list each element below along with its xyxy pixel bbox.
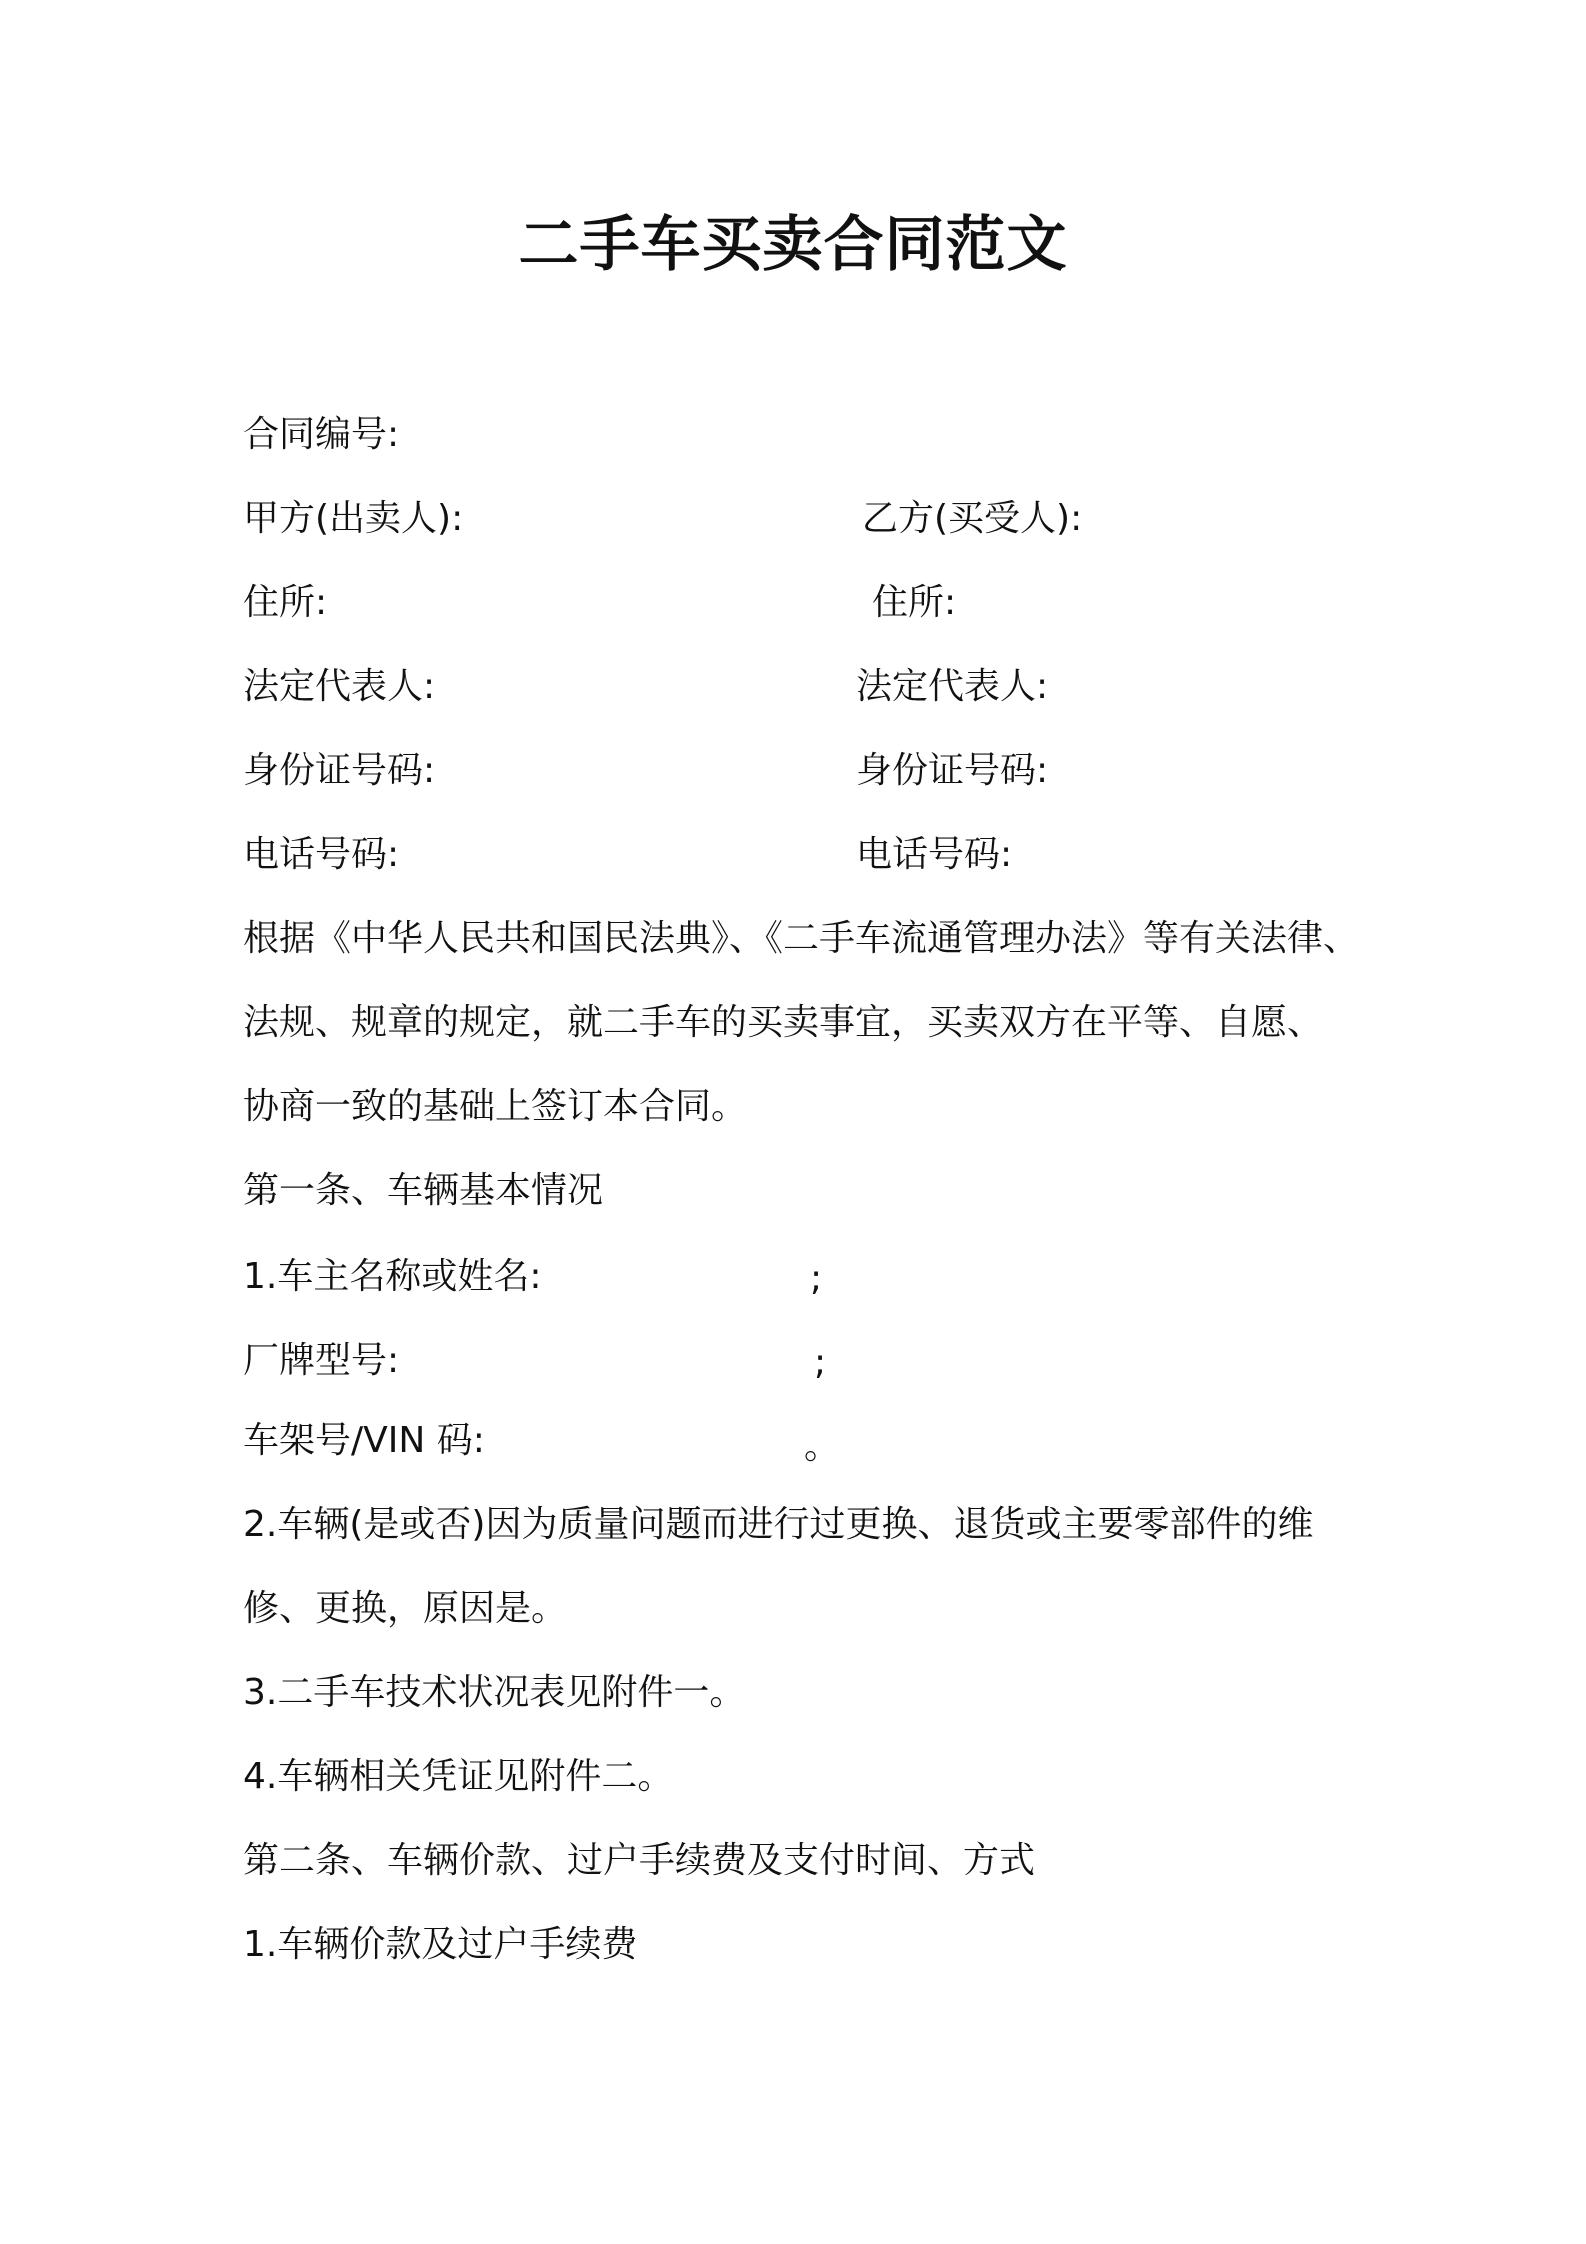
article-1-heading: 第一条、车辆基本情况	[243, 1170, 604, 1211]
party-a-phone-label: 电话号码:	[243, 834, 400, 875]
party-b-phone-label: 电话号码:	[856, 834, 1013, 875]
article-2-item-1: 1.车辆价款及过户手续费	[243, 1924, 638, 1965]
article-1-item-2-line-2: 修、更换，原因是。	[243, 1588, 568, 1629]
party-b-id-label: 身份证号码:	[856, 750, 1049, 791]
vin-end: 。	[804, 1426, 841, 1467]
document-title: 二手车买卖合同范文	[518, 210, 1068, 280]
article-1-item-4: 4.车辆相关凭证见附件二。	[243, 1756, 674, 1797]
party-b-legal-rep-label: 法定代表人:	[856, 666, 1049, 707]
party-a-legal-rep-label: 法定代表人:	[243, 666, 436, 707]
owner-name-end: ;	[810, 1258, 823, 1299]
owner-name-label: 1.车主名称或姓名:	[243, 1256, 542, 1297]
brand-model-label: 厂牌型号:	[243, 1340, 400, 1381]
preamble-line-2: 法规、规章的规定，就二手车的买卖事宜，买卖双方在平等、自愿、	[243, 1002, 1324, 1043]
article-2-heading: 第二条、车辆价款、过户手续费及支付时间、方式	[243, 1840, 1036, 1881]
preamble-line-1: 根据《中华人民共和国民法典》、《二手车流通管理办法》等有关法律、	[243, 918, 1360, 959]
party-a-address-label: 住所:	[243, 582, 328, 623]
preamble-line-3: 协商一致的基础上签订本合同。	[243, 1086, 748, 1127]
vin-label: 车架号/VIN 码:	[243, 1420, 485, 1461]
party-a-label: 甲方(出卖人):	[243, 498, 464, 539]
brand-model-end: ;	[814, 1342, 827, 1383]
party-b-address-label: 住所:	[872, 582, 957, 623]
article-1-item-3: 3.二手车技术状况表见附件一。	[243, 1672, 746, 1713]
party-a-id-label: 身份证号码:	[243, 750, 436, 791]
party-b-label: 乙方(买受人):	[862, 498, 1083, 539]
article-1-item-2-line-1: 2.车辆(是或否)因为质量问题而进行过更换、退货或主要零部件的维	[243, 1504, 1314, 1545]
contract-number-label: 合同编号:	[243, 414, 400, 455]
